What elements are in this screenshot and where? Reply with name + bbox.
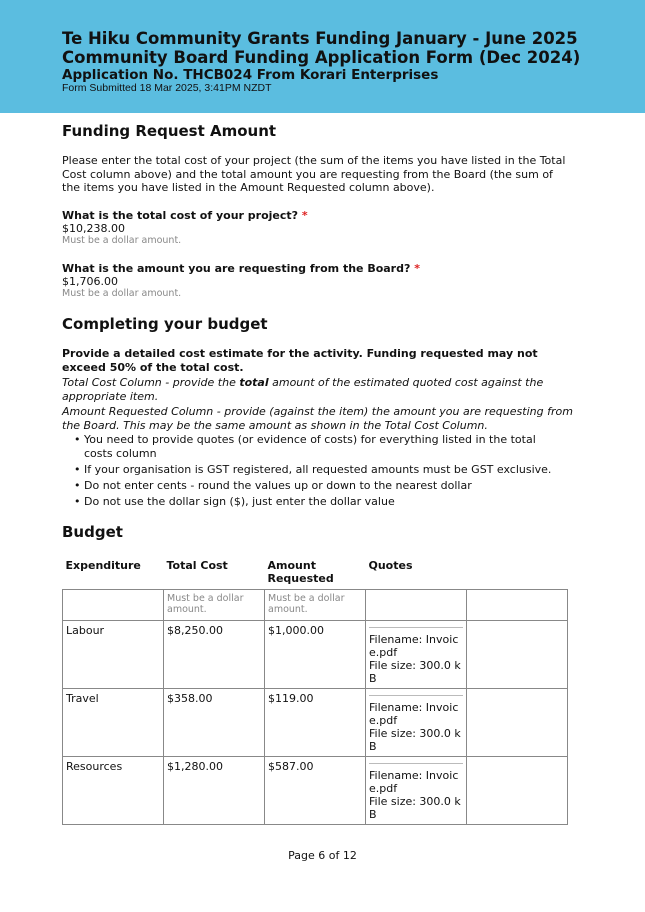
list-item: • Do not enter cents - round the values up or down to the nearest dollar [74, 479, 564, 493]
form-subtitle: Community Board Funding Application Form (Dec 2024) [62, 48, 581, 67]
table-row [63, 689, 568, 757]
list-item: • Do not use the dollar sign ($), just enter the dollar value [74, 495, 564, 509]
total-cost-hint: Must be a dollar amount. [62, 235, 182, 246]
funding-intro: Please enter the total cost of your project (the sum of the items you have listed in the Total Cost column above) and the total amount you are requesting from the Board (the sum of the items you have listed in the Amount Requested column above). [62, 154, 566, 194]
cell-quote [366, 689, 467, 757]
cell-requested: $1,000.00 [265, 621, 366, 689]
list-item: • If your organisation is GST registered, all requested amounts must be GST exclusive. [74, 463, 564, 477]
column-header: Total Cost [166, 559, 228, 572]
column-header: Amount Requested [267, 559, 334, 585]
table-hint-row [63, 590, 568, 621]
cell-total: $1,280.00 [164, 757, 265, 825]
amount-column-note: Amount Requested Column - provide (against the item) the amount you are requesting from the Board. This may be the same amount as shown in the Total Cost Column. [62, 405, 573, 432]
cell-requested: $587.00 [265, 757, 366, 825]
completing-heading: Completing your budget [62, 315, 268, 333]
quote-filesize: File size: 300.0 kB [369, 727, 461, 753]
total-cost-value: $10,238.00 [62, 222, 125, 235]
budget-table [62, 556, 568, 825]
cell-item: Travel [63, 689, 164, 757]
total-cost-label: What is the total cost of your project? * [62, 209, 308, 222]
cell-hint: Must be a dollar amount. [164, 590, 265, 621]
quote-filesize: File size: 300.0 kB [369, 659, 461, 685]
cell-total: $8,250.00 [164, 621, 265, 689]
quote-filename[interactable]: Filename: Invoice.pdf [369, 701, 459, 727]
cell-quote [366, 757, 467, 825]
list-item: • You need to provide quotes (or evidence of costs) for everything listed in the total costs column [74, 433, 564, 460]
table-row [63, 757, 568, 825]
quote-filesize: File size: 300.0 kB [369, 795, 461, 821]
quote-filename[interactable]: Filename: Invoice.pdf [369, 633, 459, 659]
amount-requested-hint: Must be a dollar amount. [62, 288, 182, 299]
total-column-note: Total Cost Column - provide the total amount of the estimated quoted cost against the appropriate item. [62, 376, 544, 403]
column-header: Quotes [368, 559, 413, 572]
table-row [63, 621, 568, 689]
required-marker: * [301, 209, 308, 222]
budget-guidelines-list [74, 433, 564, 511]
funding-heading: Funding Request Amount [62, 122, 277, 140]
cell-requested: $119.00 [265, 689, 366, 757]
completing-instruction: Provide a detailed cost estimate for the activity. Funding requested may not exceed 50% of the total cost. [62, 347, 538, 374]
column-header: Expenditure [65, 559, 141, 572]
form-title: Te Hiku Community Grants Funding January - June 2025 [62, 29, 578, 48]
amount-requested-value: $1,706.00 [62, 275, 118, 288]
page-number: Page 6 of 12 [288, 849, 357, 862]
cell-item: Labour [63, 621, 164, 689]
page-header [0, 0, 645, 113]
column-header [467, 556, 568, 590]
table-header-row [63, 556, 568, 590]
submitted-timestamp: Form Submitted 18 Mar 2025, 3:41PM NZDT [62, 82, 272, 94]
required-marker: * [414, 262, 420, 275]
cell-hint: Must be a dollar amount. [265, 590, 366, 621]
cell-total: $358.00 [164, 689, 265, 757]
quote-filename[interactable]: Filename: Invoice.pdf [369, 769, 459, 795]
cell-item: Resources [63, 757, 164, 825]
application-number: Application No. THCB024 From Korari Enterprises [62, 67, 439, 83]
amount-requested-label: What is the amount you are requesting from the Board? * [62, 262, 420, 275]
cell-quote [366, 621, 467, 689]
budget-heading: Budget [62, 523, 123, 541]
